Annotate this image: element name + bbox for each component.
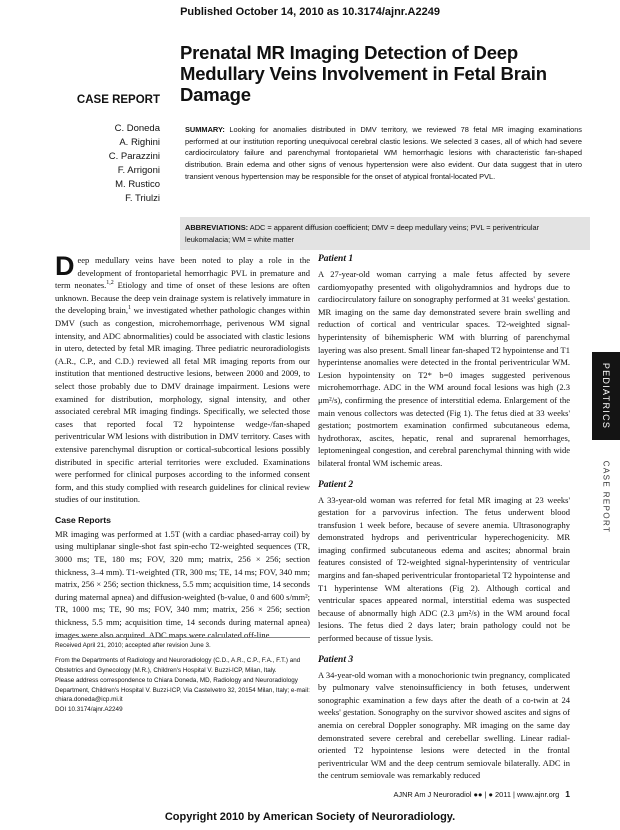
patient-3-paragraph: A 34-year-old woman with a monochorionic twin pregnancy, complicated by pulmonary valve stenoinsufficiency in both fetuses, underwent sonographic examination a few days after the death of a co-twin at 24 weeks' gestation. Sonography on the survivor showed ascites and signs of anemia on cerebral Doppler sonography. MR imaging on the same day demonstrated severe cerebral and cerebellar swelling. Linear radial-oriented T2 hypointense lesions were detected in the frontal periventricular WM and the deep centrum semiovale bilaterally. ADC in the centrum semiovale was remarkably reduced	[318, 669, 570, 781]
abbreviations-label: ABBREVIATIONS:	[185, 223, 249, 232]
patient-1-paragraph: A 27-year-old woman carrying a male fetus affected by severe cardiomyopathy presented with oligohydramnios and hydrops due to cardiocirculatory failure on sonography performed at 31 weeks' gestation. MR imaging on the same day demonstrated severe brain swelling and reduction of cortical and ventricular spaces. T2-weighted signal-hyperintensity of bihemispheric WM with blurring of parenchymal layering was also present. Small linear fan-shaped T2 hypointense and T1 hyperintense anomalies were detected in the frontal periventricular WM. Lesion hypointensity on T2* b=0 images suggested perivenous microhemorrhage. ADC in the WM around focal lesions was high (2.3 μm²/s), confirming the presence of interstitial edema. Enlargement of the main venous collectors was detected (Fig 1). The fetus died at 33 weeks' gestation; postmortem examination confirmed subcutaneous edema, hydrothorax, ascites, hepatic, renal and suprarenal hemorrhages, leptomeningeal congestion, and cerebral parenchymal thinning with wide bilateral frontal WM ischemic areas.	[318, 269, 570, 468]
copyright-banner: Copyright 2010 by American Society of Neuroradiology.	[164, 811, 456, 823]
patient-1-heading: Patient 1	[318, 254, 354, 264]
case-reports-heading: Case Reports	[55, 514, 112, 525]
intro-text-1: eep medullary veins have been noted to play a role in the development of frontoparietal hemorrhagic PVL in premature and term neonates.	[55, 255, 310, 291]
side-tab-label: PEDIATRICS	[601, 362, 611, 430]
author: M. Rustico	[115, 179, 160, 190]
case-reports-paragraph: MR imaging was performed at 1.5T (with a cardiac phased-array coil) by using multiplanar single-shot fast spin-echo T2-weighted sequences (TR, 3000 ms; TE, 180 ms; FOV, 320 mm; matrix, 256 × 256; section thickness, 3–4 mm). T1-weighted (TR, 300 ms; TE, 14 ms; FOV, 340 mm; matrix, 256 × 256; section thickness, 5.5 mm; acquisition time, 14 seconds during maternal apnea) and diffusion-weighted (b-value, 0 and 600 s/mm²; TR, 1000 ms; TE, 90 ms; FOV, 340 mm; matrix, 256 × 256; section thickness, 5.5 mm; acquisition time, 14 seconds during maternal apnea) images were also acquired. ADC maps were calculated off-line.	[55, 528, 310, 640]
author: F. Arrigoni	[117, 165, 160, 176]
author: C. Parazzini	[108, 151, 160, 162]
intro-text-2: Etiology and time of onset of these lesions are often unknown. Because the deep vein drainage system is relatively immature in the developing brain,	[55, 280, 310, 316]
patient-3-heading: Patient 3	[318, 654, 354, 665]
author: A. Righini	[119, 137, 160, 148]
right-column	[318, 254, 570, 782]
citation: 1	[127, 305, 131, 312]
intro-paragraph	[55, 251, 311, 506]
author-list	[60, 122, 160, 206]
left-column	[55, 251, 311, 641]
affiliation-note: From the Departments of Radiology and Neuroradiology (C.D., A.R., C.P., F.A., F.T.) and Obstetrics and Gynecology (M.R.), Children's Hospital V. Buzzi-ICP, Milan, Italy.	[55, 657, 301, 674]
received-note: Received April 21, 2010; accepted after revision June 3.	[55, 642, 211, 649]
section-label: CASE REPORT	[76, 94, 160, 106]
article-title: Prenatal MR Imaging Detection of Deep Medullary Veins Involvement in Fetal Brain Damage	[180, 42, 547, 105]
summary-text: Looking for anomalies distributed in DMV territory, we reviewed 78 fetal MR imaging examinations performed at our institution reporting unequivocal cerebral clastic lesions. We selected 3 cases, all of which had severe cardiocirculatory failure and parenchymal frontoparietal WM hemorrhagic lesions with characteristic fan-shaped distribution. Brain edema and other signs of venous hypertension were also evident. Our data suggest that in utero transient venous hypertension may be responsible for the onset of atypical frontal-located PVL.	[185, 125, 582, 181]
case-report-side-label	[592, 452, 620, 542]
correspondence-note: Please address correspondence to Chiara Doneda, MD, Radiology and Neuroradiology Department, Children's Hospital V. Buzzi-ICP, Via Castelvetro 32, 20154 Milan, Italy; e-mail: chiara.doneda@icp.mi.it	[55, 677, 310, 704]
doi-note: DOI 10.3174/ajnr.A2249	[55, 706, 123, 713]
journal-citation: AJNR Am J Neuroradiol ●● | ● 2011 | www.ajnr.org	[393, 790, 560, 799]
patient-2-paragraph: A 33-year-old woman was referred for fetal MR imaging at 23 weeks' gestation for a parvovirus infection. The fetus underwent blood transfusion 1 week before, because of severe anemia. Ultrasonography demonstrated hydrops and periventricular hyperechogenicity. MR imaging confirmed subcutaneous edema and ascites; abnormal brain features consisted of T2-weighted signal-hyperintensity of ventricular margins and fan-shaped periventricular frontoparietal T2 hypointense and T1 hyperintense WM alterations (Fig 2). Although cortical and ventricular spaces appeared normal, interstitial edema was suspected because of abnormally high ADC (2.3 μm²/s) in the WM around focal lesions. The fetus died 2 days later; brain pathology could not be performed because of tissue lysis.	[318, 494, 570, 644]
citation: 1,2	[106, 280, 114, 287]
published-banner: Published October 14, 2010 as 10.3174/ajnr.A2249	[180, 6, 440, 18]
footnote-divider	[55, 637, 310, 638]
abstract	[185, 124, 582, 183]
patient-2-heading: Patient 2	[318, 479, 354, 490]
abbreviations-text: ADC = apparent diffusion coefficient; DMV = deep medullary veins; PVL = periventricular leukomalacia; WM = white matter	[185, 223, 540, 244]
pediatrics-side-tab	[592, 352, 620, 440]
summary-label: SUMMARY:	[185, 125, 225, 134]
page-number: 1	[565, 789, 570, 799]
author: F. Triulzi	[125, 193, 160, 204]
journal-footer	[390, 789, 570, 799]
abbreviations-box	[180, 217, 590, 250]
author: C. Doneda	[114, 123, 160, 134]
side-label-text: CASE REPORT	[601, 460, 611, 534]
intro-text-3: we investigated whether pathologic changes within DMV (such as congestion, microhemorrhage, perivenous WM signal intensity, and ADC abnormalities) could be associated with clastic lesions in utero, detected by fetal MR imaging. Three pediatric neuroradiologists (A.R., C.P., and C.D.) reviewed all fetal MR imaging reports from our institution that mentioned destructive lesions, between 2000 and 2009, to select those probably due to DMV drainage impairment. Lesions were examined for distribution, morphology, signal intensity, and other associated cerebral MR imaging findings. Specifically, we selected those cases that reported focal T2 hypointense wedge-/fan-shaped periventricular WM lesions with distribution in DMV territory. Cases with extensive parenchymal disruption or cortical-subcortical lesions possibly distributed in specific arterial territories were excluded. Examinations were performed for clinical purposes according to the informed consent form, and this study complied with research guidelines for clinical review studies of our institution.	[55, 305, 311, 505]
drop-cap: D	[55, 251, 75, 281]
